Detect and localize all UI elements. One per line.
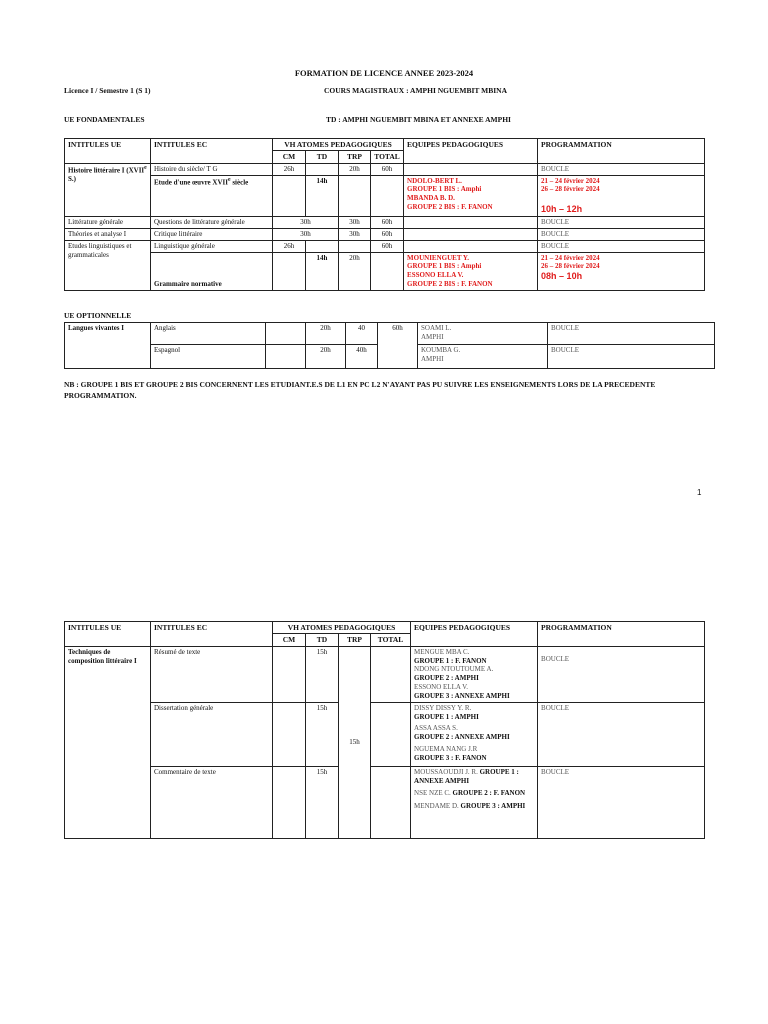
ue-histoire: Histoire littéraire I (XVIIe S.) [65, 163, 151, 217]
total-value [371, 702, 411, 766]
equipe-espagnol: KOUMBA G. AMPHI [418, 345, 548, 369]
prog-value: BOUCLE [538, 702, 705, 766]
total-value: 60h [371, 240, 404, 252]
td-value: 15h [306, 766, 339, 838]
prog-value: BOUCLE [538, 766, 705, 838]
page-number: 1 [697, 488, 702, 497]
table-row [65, 702, 705, 766]
prog-value: BOUCLE [548, 323, 715, 345]
cm-value: 30h [273, 217, 339, 229]
ec-critique: Critique littéraire [151, 229, 273, 241]
trp-value: 15h [339, 646, 371, 838]
col-total: TOTAL [371, 151, 404, 163]
table-row [65, 766, 705, 838]
ec-etude-oeuvre: Etude d'une œuvre XVIIe siècle [151, 175, 273, 217]
trp-value: 40h [346, 345, 378, 369]
prog-value: BOUCLE [538, 217, 705, 229]
table-row [65, 175, 705, 217]
trp-value: 20h [339, 252, 371, 290]
ec-commentaire: Commentaire de texte [151, 766, 273, 838]
col-ec: INTITULES EC [151, 622, 273, 647]
cm-value [266, 323, 306, 345]
td-value: 14h [306, 252, 339, 290]
td-value [306, 240, 339, 252]
prog-histoire: 21 – 24 février 2024 26 – 28 février 2024 10h – 12h [538, 175, 705, 217]
td-room-label: TD : AMPHI NGUEMBIT MBINA ET ANNEXE AMPHI [326, 115, 511, 124]
prog-value: BOUCLE [538, 229, 705, 241]
document-title: FORMATION DE LICENCE ANNEE 2023-2024 [294, 68, 474, 78]
trp-value [339, 175, 371, 217]
ec-dissertation: Dissertation générale [151, 702, 273, 766]
table-row [65, 240, 705, 252]
col-cm: CM [273, 634, 306, 646]
td-value: 15h [306, 646, 339, 702]
ec-anglais: Anglais [151, 323, 266, 345]
td-value: 15h [306, 702, 339, 766]
equipe-linguistique: MOUNIENGUET Y. GROUPE 1 BIS : Amphi ESSONO ELLA V. GROUPE 2 BIS : F. FANON [404, 252, 538, 290]
total-value: 60h [371, 163, 404, 175]
ue-fondamentales-label: UE FONDAMENTALES [64, 115, 145, 124]
ec-linguistique-generale: Linguistique générale [151, 240, 273, 252]
col-td: TD [306, 151, 339, 163]
cm-value: 30h [273, 229, 339, 241]
prog-value: BOUCLE [538, 163, 705, 175]
cm-value [273, 766, 306, 838]
total-value: 60h [371, 229, 404, 241]
col-ue: INTITULES UE [65, 139, 151, 164]
td-value: 20h [306, 345, 346, 369]
cm-value [273, 252, 306, 290]
equipe-cell [404, 240, 538, 252]
col-programmation: PROGRAMMATION [538, 139, 705, 164]
table-row [65, 646, 705, 702]
cm-value [273, 646, 306, 702]
col-vh: VH ATOMES PEDAGOGIQUES [273, 139, 404, 151]
ec-resume: Résumé de texte [151, 646, 273, 702]
total-value [371, 252, 404, 290]
trp-value: 30h [339, 229, 371, 241]
col-total: TOTAL [371, 634, 411, 646]
ue-fondamentales-table [64, 138, 705, 291]
ec-questions-litterature: Questions de littérature générale [151, 217, 273, 229]
equipe-cell [404, 163, 538, 175]
ue-theories: Théories et analyse I [65, 229, 151, 241]
equipe-cell [404, 217, 538, 229]
prog-value: BOUCLE [538, 646, 705, 702]
prog-linguistique: 21 – 24 février 2024 26 – 28 février 2024 08h – 10h [538, 252, 705, 290]
table-row [65, 217, 705, 229]
col-ec: INTITULES EC [151, 139, 273, 164]
table-row [65, 229, 705, 241]
trp-value: 40 [346, 323, 378, 345]
total-value [371, 646, 411, 702]
equipe-anglais: SOAMI L. AMPHI [418, 323, 548, 345]
techniques-composition-table [64, 621, 705, 839]
equipe-commentaire: MOUSSAOUDJI J. R. GROUPE 1 : ANNEXE AMPHI NSE NZE C. GROUPE 2 : F. FANON MENDAME D. GROUPE 3 : AMPHI [411, 766, 538, 838]
ec-histoire-siecle: Histoire du siècle/ T G [151, 163, 273, 175]
prog-value: BOUCLE [538, 240, 705, 252]
col-equipes: EQUIPES PEDAGOGIQUES [411, 622, 538, 647]
header-row [65, 139, 705, 151]
level-label: Licence I / Semestre 1 (S 1) [64, 86, 151, 95]
col-cm: CM [273, 151, 306, 163]
ue-techniques-composition: Techniques de composition littéraire I [65, 646, 151, 838]
equipe-resume: MENGUE MBA C. GROUPE 1 : F. FANON NDONG NTOUTOUME A. GROUPE 2 : AMPHI ESSONO ELLA V. GROUPE 3 : ANNEXE AMPHI [411, 646, 538, 702]
equipe-histoire: NDOLO-BERT L. GROUPE 1 BIS : Amphi MBANDA B. D. GROUPE 2 BIS : F. FANON [404, 175, 538, 217]
td-value: 14h [306, 175, 339, 217]
total-value [371, 766, 411, 838]
ec-grammaire-normative: Grammaire normative [151, 252, 273, 290]
nb-note: NB : GROUPE 1 BIS ET GROUPE 2 BIS CONCERNENT LES ETUDIANT.E.S DE L1 EN PC L2 N'AYANT PAS PU SUIVRE LES ENSEIGNEMENTS LORS DE LA PRECEDENTE PROGRAMMATION. [64, 380, 656, 401]
cm-value [273, 175, 306, 217]
table-row [65, 323, 715, 345]
td-value: 20h [306, 323, 346, 345]
col-vh: VH ATOMES PEDAGOGIQUES [273, 622, 411, 634]
equipe-dissertation: DISSY DISSY Y. R. GROUPE 1 : AMPHI ASSA ASSA S. GROUPE 2 : ANNEXE AMPHI NGUEMA NANG J.R GROUPE 3 : F. FANON [411, 702, 538, 766]
ue-optionnelle-table [64, 322, 715, 369]
trp-value: 20h [339, 163, 371, 175]
ue-linguistique: Etudes linguistiques et grammaticales [65, 240, 151, 290]
ue-optionnelle-label: UE OPTIONNELLE [64, 311, 132, 320]
total-value: 60h [378, 323, 418, 369]
td-value [306, 163, 339, 175]
total-value [371, 175, 404, 217]
header-row [65, 622, 705, 634]
table-row [65, 163, 705, 175]
trp-value [339, 240, 371, 252]
trp-value: 30h [339, 217, 371, 229]
equipe-cell [404, 229, 538, 241]
cm-value [273, 702, 306, 766]
col-programmation: PROGRAMMATION [538, 622, 705, 647]
prog-value: BOUCLE [548, 345, 715, 369]
ue-langues-vivantes: Langues vivantes I [65, 323, 151, 369]
col-ue: INTITULES UE [65, 622, 151, 647]
col-equipes: EQUIPES PEDAGOGIQUES [404, 139, 538, 164]
col-trp: TRP [339, 634, 371, 646]
total-value: 60h [371, 217, 404, 229]
cm-room-label: COURS MAGISTRAUX : AMPHI NGUEMBIT MBINA [324, 86, 507, 95]
ue-litterature-generale: Littérature générale [65, 217, 151, 229]
cm-value: 26h [273, 240, 306, 252]
table-row [65, 252, 705, 290]
cm-value [266, 345, 306, 369]
col-trp: TRP [339, 151, 371, 163]
col-td: TD [306, 634, 339, 646]
ec-espagnol: Espagnol [151, 345, 266, 369]
cm-value: 26h [273, 163, 306, 175]
